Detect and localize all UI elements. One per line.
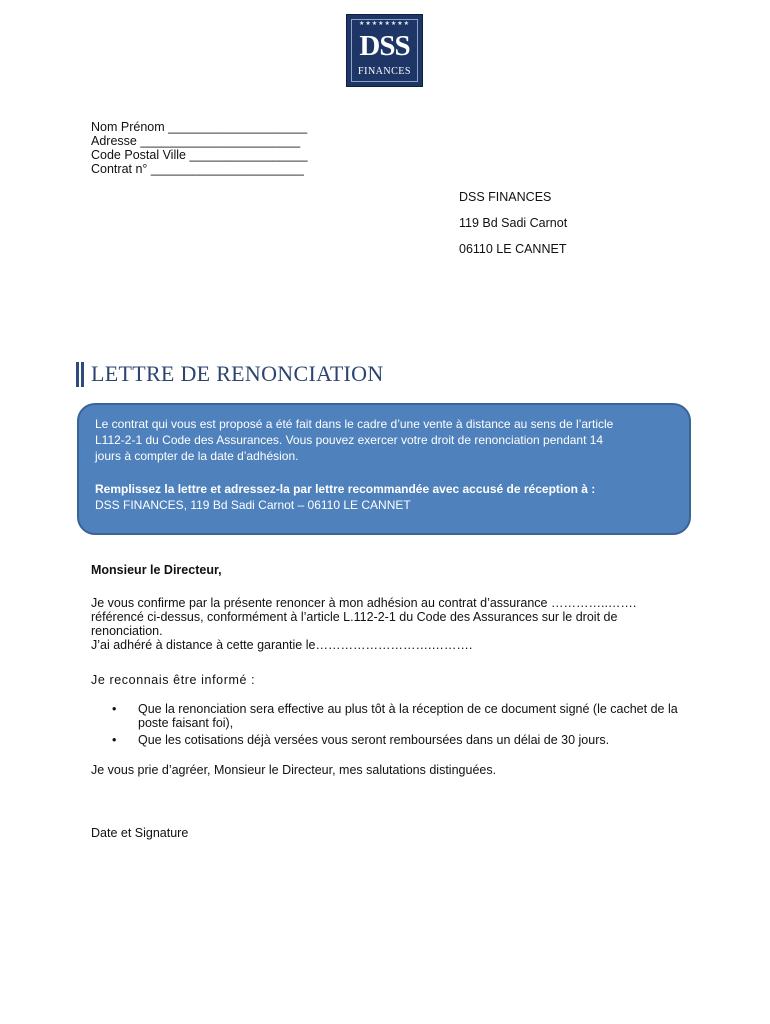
info-box bbox=[77, 403, 691, 535]
logo-stars: ★★★★★★★★ bbox=[358, 20, 411, 27]
bullet-icon: • bbox=[112, 733, 117, 747]
confirmation-paragraph bbox=[91, 596, 671, 652]
sender-address-line: Adresse _______________________ bbox=[91, 134, 301, 148]
heading-double-bar bbox=[76, 362, 84, 387]
salutation: Monsieur le Directeur, bbox=[91, 563, 222, 577]
dss-finances-logo bbox=[346, 14, 423, 87]
list-item-text: Que la renonciation sera effective au plus tôt à la réception de ce document signé (le cachet de la poste faisant foi), bbox=[138, 702, 678, 730]
para-line-2: référencé ci-dessus, conformément à l’article L.112-2-1 du Code des Assurances sur le droit de bbox=[91, 610, 618, 624]
info-line-3: jours à compter de la date d’adhésion. bbox=[95, 449, 299, 463]
info-address: DSS FINANCES, 119 Bd Sadi Carnot – 06110 LE CANNET bbox=[95, 498, 411, 512]
list-item bbox=[112, 733, 682, 747]
signature-label: Date et Signature bbox=[91, 826, 189, 840]
logo-brand: DSS bbox=[359, 30, 410, 62]
info-line-2: L112-2-1 du Code des Assurances. Vous pouvez exercer votre droit de renonciation pendant 14 bbox=[95, 433, 604, 447]
sender-name-line: Nom Prénom ____________________ bbox=[91, 120, 308, 134]
sender-city-line: Code Postal Ville _________________ bbox=[91, 148, 308, 162]
para-line-4: J’ai adhéré à distance à cette garantie le……………………….………. bbox=[91, 638, 473, 652]
bullet-icon: • bbox=[112, 702, 117, 716]
para-line-1: Je vous confirme par la présente renoncer à mon adhésion au contrat d’assurance …………..……. bbox=[91, 596, 637, 610]
info-instructions bbox=[95, 481, 680, 513]
para-line-3: renonciation. bbox=[91, 624, 163, 638]
sender-contract-line: Contrat n° ______________________ bbox=[91, 162, 304, 176]
info-line-1: Le contrat qui vous est proposé a été fait dans le cadre d’une vente à distance au sens de l’article bbox=[95, 417, 614, 431]
list-item-text: Que les cotisations déjà versées vous seront remboursées dans un délai de 30 jours. bbox=[138, 733, 610, 747]
logo-subtitle: FINANCES bbox=[358, 66, 411, 77]
letter-title: LETTRE DE RENONCIATION bbox=[91, 361, 384, 386]
recipient-street: 119 Bd Sadi Carnot bbox=[459, 216, 568, 230]
acknowledgement-list bbox=[112, 702, 682, 750]
recipient-city: 06110 LE CANNET bbox=[459, 242, 567, 256]
info-paragraph bbox=[95, 416, 680, 464]
recipient-block bbox=[459, 190, 567, 268]
info-instruction-bold: Remplissez la lettre et adressez-la par lettre recommandée avec accusé de réception à : bbox=[95, 482, 596, 496]
list-item bbox=[112, 702, 682, 730]
closing-formula: Je vous prie d’agréer, Monsieur le Directeur, mes salutations distinguées. bbox=[91, 763, 497, 777]
acknowledgement-intro: Je reconnais être informé : bbox=[91, 673, 256, 687]
recipient-company: DSS FINANCES bbox=[459, 190, 552, 204]
sender-block bbox=[91, 120, 308, 176]
